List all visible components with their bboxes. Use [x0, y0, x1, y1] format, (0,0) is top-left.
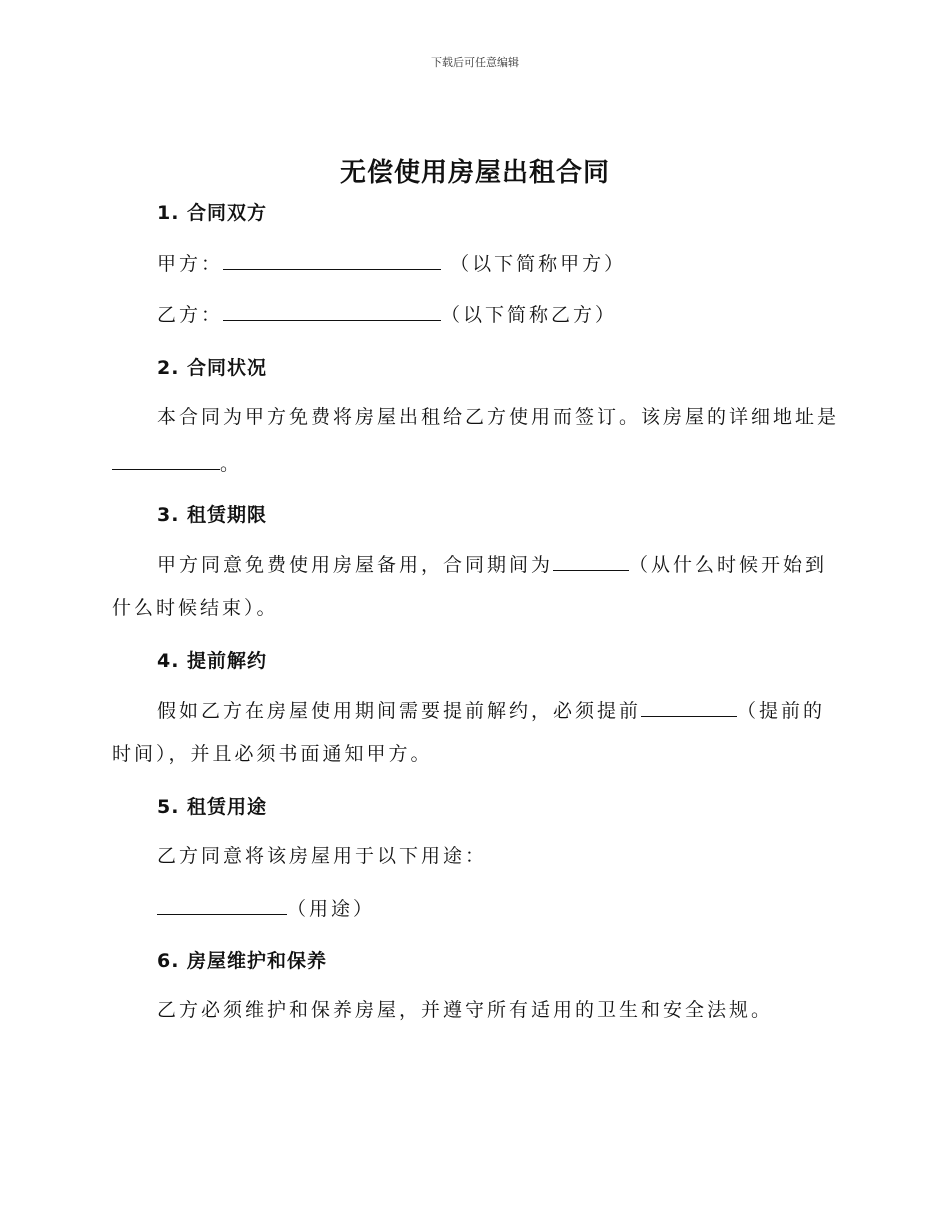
section-heading-usage: 5. 租赁用途: [157, 796, 268, 818]
usage-text-after: （用途）: [287, 898, 376, 920]
section-heading-status: 2. 合同状况: [157, 357, 268, 379]
maintenance-text-line1: 乙方必须维护和保养房屋，并遵守所有适用的卫生和安全法规。: [157, 999, 774, 1021]
section-heading-term: 3. 租赁期限: [157, 504, 268, 526]
party-a-suffix: （以下简称甲方）: [450, 253, 627, 275]
party-b-label: 乙方：: [157, 304, 224, 326]
header-note: 下载后可任意编辑: [431, 56, 519, 69]
party-a-line: [157, 249, 626, 277]
document-title: 无偿使用房屋出租合同: [339, 158, 610, 188]
term-blank: [553, 550, 629, 571]
party-b-blank: [223, 300, 441, 321]
term-text-after: （从什么时候开始到: [629, 554, 828, 576]
usage-text-line1: 乙方同意将该房屋用于以下用途：: [157, 845, 488, 867]
term-text-before: 甲方同意免费使用房屋备用，合同期间为: [157, 554, 554, 576]
party-b-suffix: （以下简称乙方）: [441, 304, 618, 326]
termination-text-after: （提前的: [737, 700, 826, 722]
status-text-end: 。: [220, 453, 243, 475]
section-heading-maintenance: 6. 房屋维护和保养: [157, 950, 328, 972]
termination-text-before: 假如乙方在房屋使用期间需要提前解约，必须提前: [157, 700, 642, 722]
party-b-line: [157, 300, 617, 328]
termination-text-line2: 时间），并且必须书面通知甲方。: [112, 743, 433, 765]
usage-blank: [157, 894, 287, 915]
section-heading-termination: 4. 提前解约: [157, 650, 268, 672]
term-text-line2: 什么时候结束）。: [112, 597, 279, 619]
status-text-line1: 本合同为甲方免费将房屋出租给乙方使用而签订。该房屋的详细地址是: [157, 406, 840, 428]
party-a-label: 甲方：: [157, 253, 224, 275]
party-a-blank: [223, 249, 441, 270]
term-text-line1: [157, 550, 827, 578]
usage-text-line2: [157, 894, 375, 922]
termination-text-line1: [157, 696, 825, 724]
address-blank: [112, 449, 220, 470]
section-heading-parties: 1. 合同双方: [157, 202, 268, 224]
termination-blank: [641, 696, 737, 717]
status-text-line2: [112, 449, 242, 477]
